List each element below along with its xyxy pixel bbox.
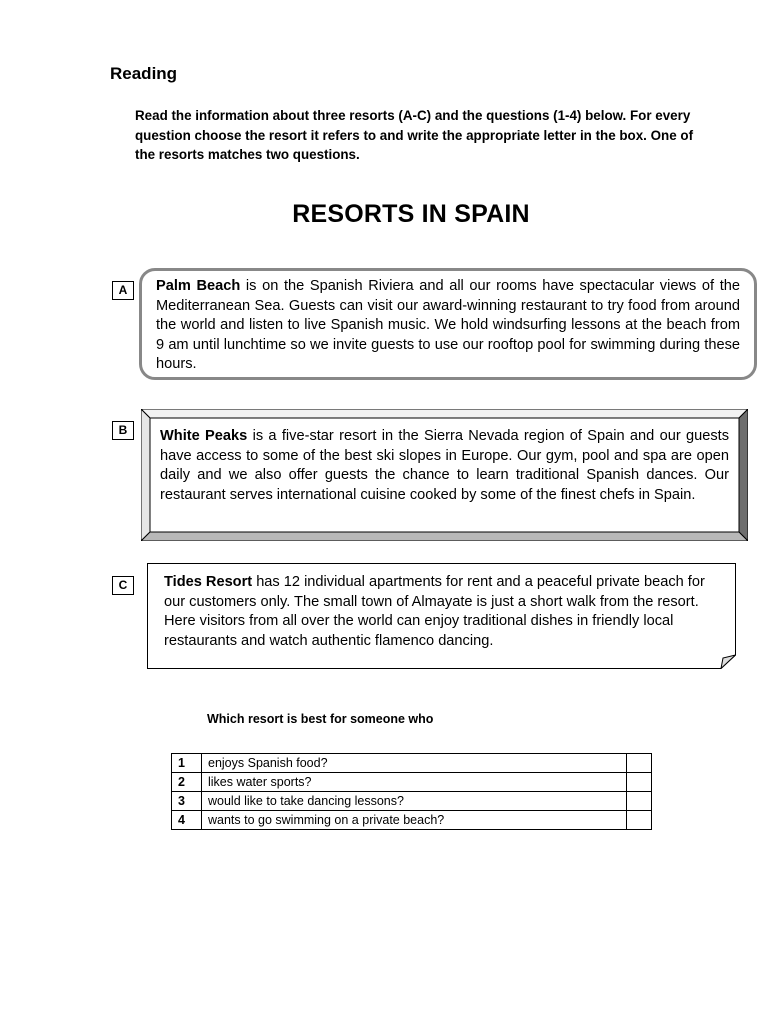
- resort-box-b: [141, 409, 748, 541]
- answer-box[interactable]: [627, 792, 652, 811]
- resort-text-b: is a five-star resort in the Sierra Nevada region of Spain and our guests have access to some of the best ski slopes in Europe. Our gym, pool and spa are open daily and we also offer guests the chance to learn traditional Spanish dances. Our restaurant serves international cuisine cooked by some of the finest chefs in Spain.: [160, 428, 729, 503]
- resort-name-a: Palm Beach: [156, 278, 241, 294]
- resort-description-a: [156, 277, 740, 375]
- question-row: [172, 792, 652, 811]
- question-text: would like to take dancing lessons?: [202, 792, 627, 811]
- resort-description-b: [160, 427, 729, 505]
- answer-box[interactable]: [627, 773, 652, 792]
- section-heading: Reading: [110, 64, 178, 83]
- questions-table: [171, 753, 652, 830]
- resort-description-c: [164, 573, 724, 651]
- resort-name-c: Tides Resort: [164, 574, 253, 590]
- resort-text-a: is on the Spanish Riviera and all our rooms have spectacular views of the Mediterranean Sea. Guests can visit our award-winning restaurant to try food from around the world and listen to live Spanish music. We hold windsurfing lessons at the beach from 9 am until lunchtime so we invite guests to use our rooftop pool for swimming during these hours.: [156, 278, 740, 373]
- question-number: 1: [172, 754, 202, 773]
- question-number: 2: [172, 773, 202, 792]
- question-number: 3: [172, 792, 202, 811]
- answer-box[interactable]: [627, 754, 652, 773]
- resort-text-c: has 12 individual apartments for rent and a peaceful private beach for our customers only. The small town of Almayate is just a short walk from the resort. Here visitors from all over the world can enjoy traditional dishes in friendly local restaurants and watch authentic flamenco dancing.: [164, 574, 705, 649]
- question-number: 4: [172, 811, 202, 830]
- question-prompt: Which resort is best for someone who: [207, 712, 434, 726]
- resort-letter-box-a: A: [112, 281, 134, 300]
- resort-box-a: [139, 268, 757, 380]
- instructions: Read the information about three resorts (A-C) and the questions (1-4) below. For every question choose the resort it refers to and write the appropriate letter in the box. One of the resorts matches two questions.: [135, 108, 694, 162]
- answer-box[interactable]: [627, 811, 652, 830]
- resort-letter-box-b: B: [112, 421, 134, 440]
- question-text: likes water sports?: [202, 773, 627, 792]
- question-row: [172, 773, 652, 792]
- question-text: enjoys Spanish food?: [202, 754, 627, 773]
- question-text: wants to go swimming on a private beach?: [202, 811, 627, 830]
- question-row: [172, 811, 652, 830]
- page-title: RESORTS IN SPAIN: [292, 200, 530, 228]
- resort-name-b: White Peaks: [160, 428, 248, 444]
- resort-box-c: [147, 563, 736, 669]
- question-row: [172, 754, 652, 773]
- resort-letter-box-c: C: [112, 576, 134, 595]
